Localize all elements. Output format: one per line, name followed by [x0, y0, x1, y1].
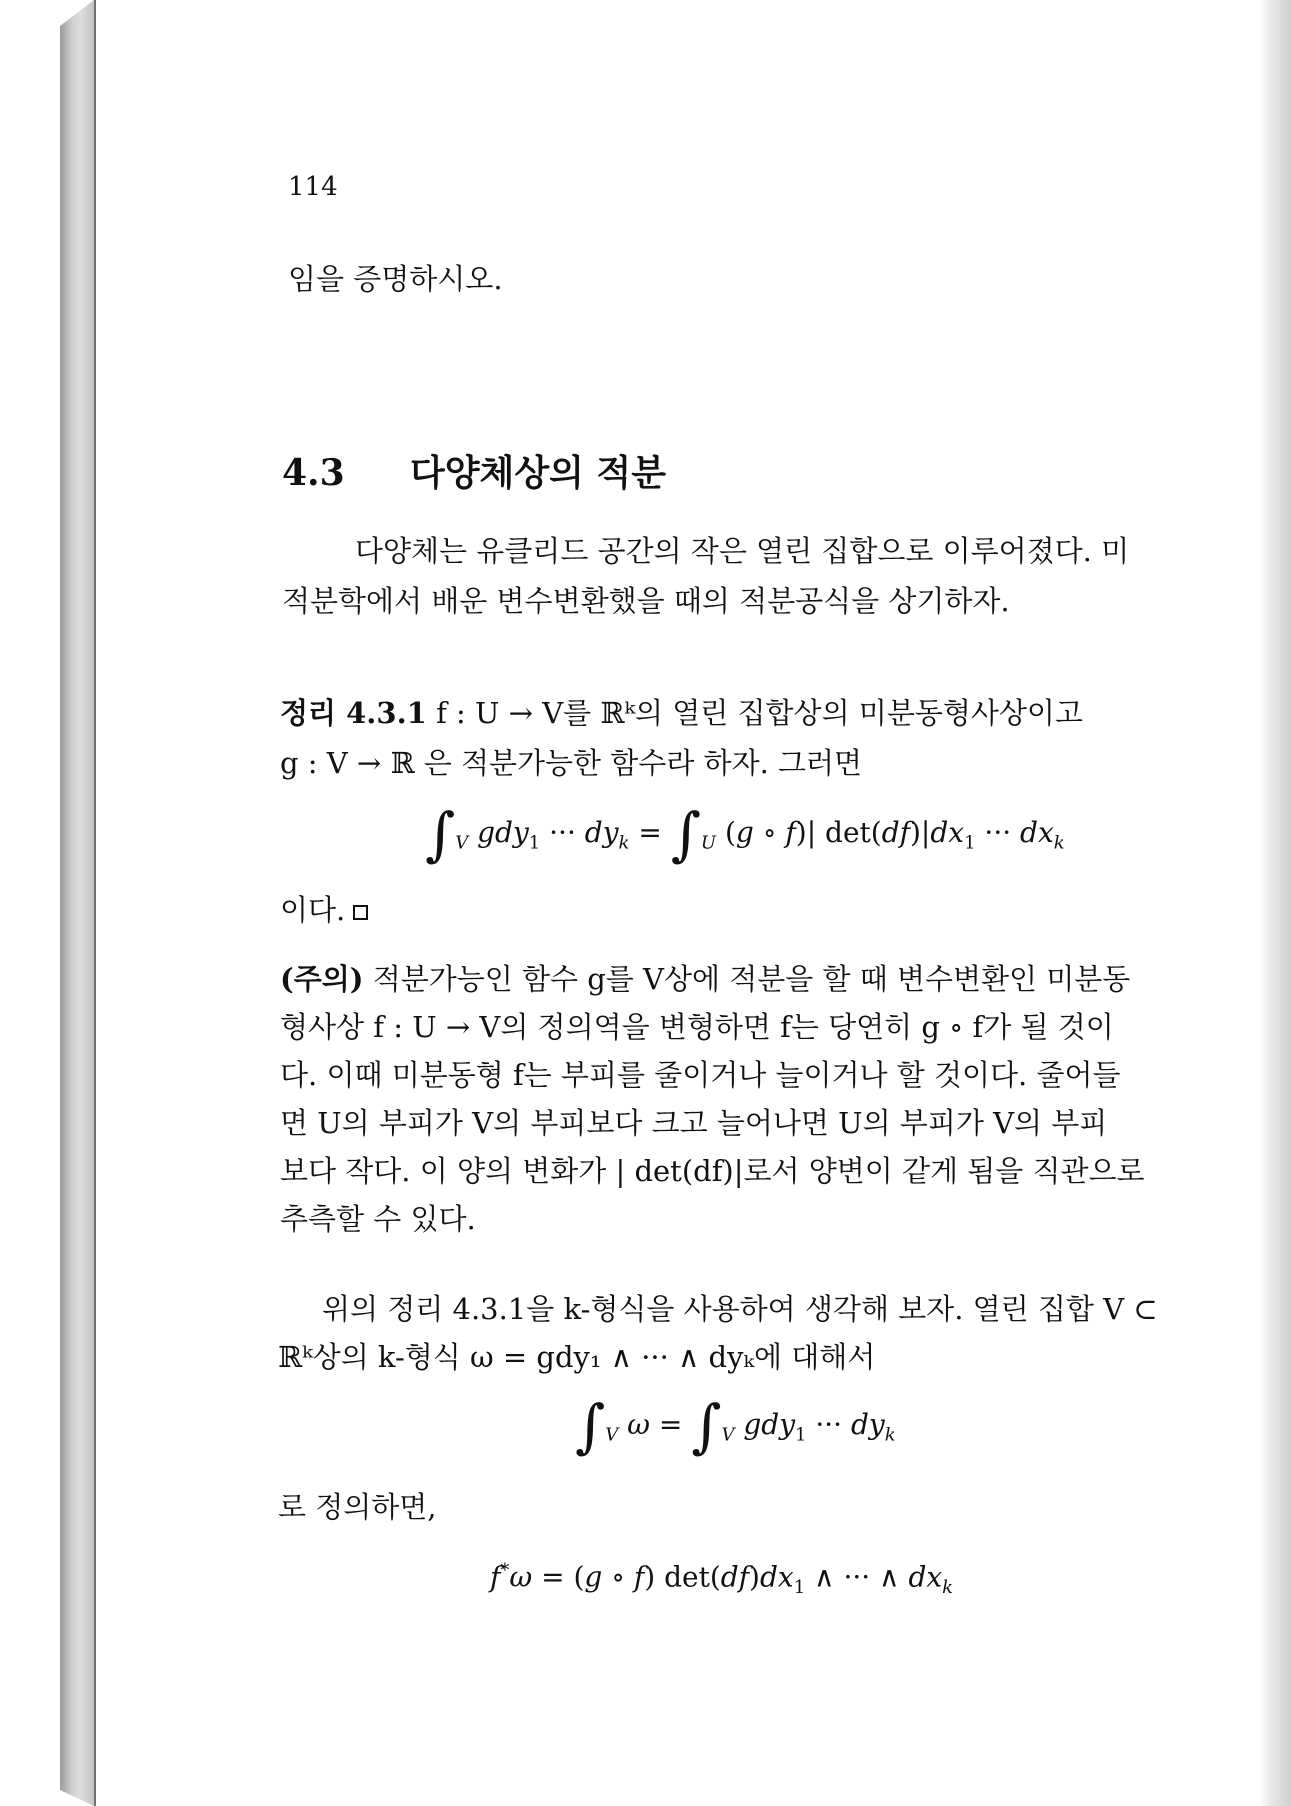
note-text-1: 적분가능인 함수 g를 V상에 적분을 할 때 변수변환인 미분동	[372, 962, 1131, 996]
paragraph2-line-1: 위의 정리 4.3.1을 k-형식을 사용하여 생각해 보자. 열린 집합 V ⊂	[322, 1292, 1158, 1326]
section-title: 다양체상의 적분	[410, 452, 666, 494]
paragraph2-closing: 로 정의하면,	[278, 1490, 437, 1524]
theorem-line-1	[280, 696, 1083, 731]
theorem-line-2: g : V → ℝ 은 적분가능한 함수라 하자. 그러면	[280, 746, 863, 780]
integral-sign-icon: ∫	[670, 800, 701, 868]
note-line-3: 다. 이때 미분동형 f는 부피를 줄이거나 늘이거나 할 것이다. 줄어들	[280, 1058, 1121, 1092]
theorem-closing-text: 이다.	[280, 893, 346, 927]
note-line-2: 형사상 f : U → V의 정의역을 변형하면 f는 당연히 g ∘ f가 될 것이	[280, 1010, 1114, 1044]
integral-sign-icon: ∫	[691, 1392, 722, 1460]
note-line-5: 보다 작다. 이 양의 변화가 | det(df)|로서 양변이 같게 됨을 직관으로	[280, 1154, 1145, 1188]
omega-integral-equation: $\int_V$ $\omega = \int_V$ gdy$_1$ ··· $dy_k$	[575, 1392, 896, 1460]
note-label: (주의)	[280, 962, 364, 996]
paragraph1-line-2: 적분학에서 배운 변수변환했을 때의 적분공식을 상기하자.	[282, 584, 1010, 618]
integral-sign-icon: ∫	[575, 1392, 606, 1460]
note-line-4: 면 U의 부피가 V의 부피보다 크고 늘어나면 U의 부피가 V의 부피	[280, 1106, 1108, 1140]
note-line-1	[280, 962, 1130, 997]
integral-sign-icon: ∫	[425, 800, 456, 868]
paragraph2-line-2: ℝᵏ상의 k-형식 ω = gdy₁ ∧ ··· ∧ dyₖ에 대해서	[278, 1340, 876, 1374]
pullback-equation: f*ω = (g ∘ f) $\det(df)dx_1$ ∧ ··· ∧ $dx_k$	[490, 1560, 954, 1598]
theorem-closing	[280, 893, 368, 928]
intro-line: 임을 증명하시오.	[288, 262, 503, 296]
paragraph1-line-1: 다양체는 유클리드 공간의 작은 열린 집합으로 이루어졌다. 미	[355, 534, 1130, 568]
section-heading	[282, 445, 666, 496]
note-line-6: 추측할 수 있다.	[280, 1202, 476, 1236]
page-number: 114	[288, 172, 338, 202]
section-number: 4.3	[282, 452, 345, 494]
theorem-statement-1: f : U → V를 ℝᵏ의 열린 집합상의 미분동형사상이고	[436, 696, 1083, 730]
theorem-equation: $\int_V$ gdy$_1$ ··· $dy_k = \int_U$ (g ∘ f)| $\det(df)|dx_1$ ··· $dx_k$	[425, 800, 1065, 868]
theorem-label: 정리 4.3.1	[280, 696, 427, 730]
qed-square-icon	[353, 905, 368, 920]
